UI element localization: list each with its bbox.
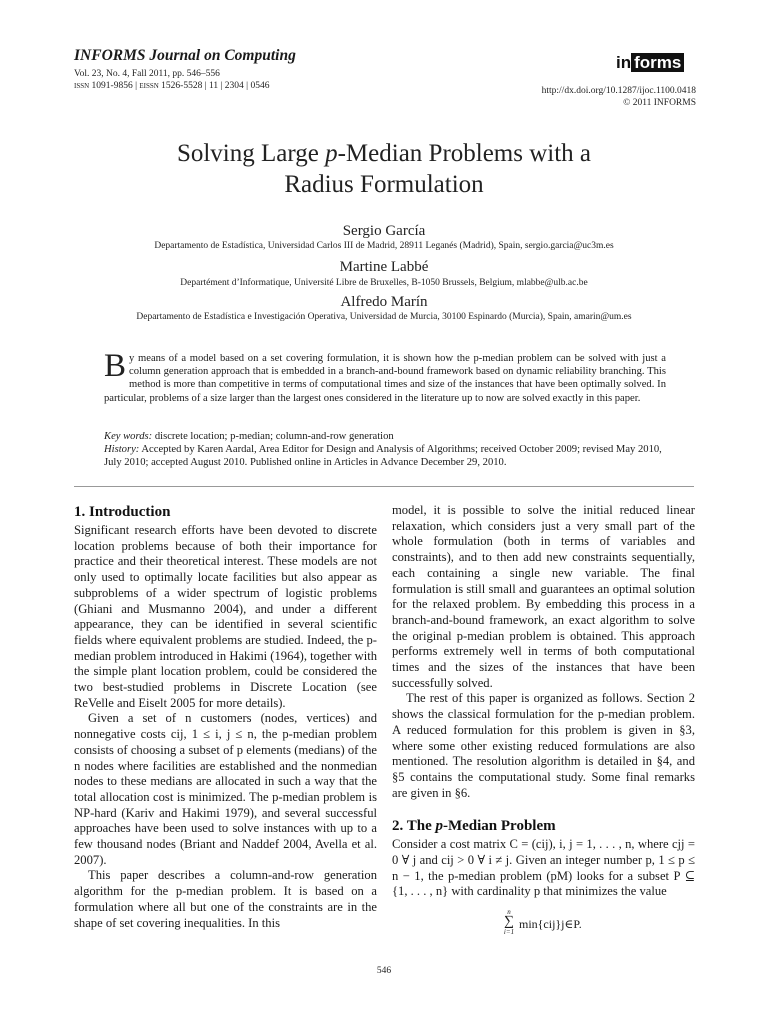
formula-body: min{cij}j∈P. — [519, 917, 582, 932]
abstract — [104, 348, 666, 405]
right-column — [392, 503, 695, 944]
paper-title — [0, 138, 768, 200]
history-text: Accepted by Karen Aardal, Area Editor for Design and Analysis of Algorithms; received October 2009; revised May 2010, July 2010; accepted August 2010. Published online in Articles in Advance December 29, 2010. — [104, 444, 662, 469]
title-line-2: Radius Formulation — [284, 171, 484, 198]
objective-formula — [392, 908, 695, 944]
section-2-heading — [392, 817, 695, 835]
author-name-3: Alfredo Marín — [340, 294, 428, 310]
logo-left-text: in — [616, 53, 632, 72]
author-name-1: Sergio García — [342, 223, 426, 239]
intro-paragraph-3: This paper describes a column-and-row generation algorithm for the p-median problem. It is based on a formulation where all but one of the constraints are in the shape of set covering inequalities. In this — [74, 868, 377, 930]
volume-line: Vol. 23, No. 4, Fall 2011, pp. 546–556 — [74, 69, 220, 79]
informs-logo — [616, 53, 696, 77]
sum-symbol: ∑ — [504, 914, 514, 930]
keywords-history — [104, 430, 666, 470]
title-line-1: Solving Large p-Median Problems with a — [176, 140, 592, 167]
section-2-heading-italic: p — [435, 818, 443, 835]
doi-link[interactable]: http://dx.doi.org/10.1287/ijoc.1100.0418 — [541, 86, 696, 96]
intro-paragraph-1: Significant research efforts have been devoted to discrete location problems because of both their importance for practice and their theoretical interest. These models are not only used to optimally locate facilities but also appear as subproblems of a wider spectrum of logistic problems (Ghiani and Musmanno 2004), and under a different appearance, they can be identified in several scientific fields where equivalent problems are studied. Indeed, the p-median problem introduced in Hakimi (1964), together with the simple plant location problem, could be considered the two best-studied problems in Discrete Location (see ReVelle and Eiselt 2005 for more details). — [74, 523, 377, 710]
issn-line: issn 1091-9856 | eissn 1526-5528 | 11 | 2304 | 0546 — [74, 81, 270, 91]
author-name-2: Martine Labbé — [339, 259, 429, 275]
sum-lower-limit: i=1 — [503, 928, 515, 937]
left-column — [74, 503, 377, 931]
section-2-heading-num: 2. The — [392, 818, 436, 835]
journal-title: INFORMS Journal on Computing — [74, 47, 296, 64]
summation — [502, 908, 516, 936]
author-affiliation-1: Departamento de Estadística, Universidad Carlos III de Madrid, 28911 Leganés (Madrid), Spain, sergio.garcia@uc3m.es — [154, 241, 614, 251]
keywords-line — [104, 430, 666, 443]
copyright: © 2011 INFORMS — [623, 98, 696, 108]
intro-paragraph-5: The rest of this paper is organized as follows. Section 2 shows the classical formulation for the p-median problem. A reduced formulation for this problem is given in §3, where some other existing reduced formulations are also mentioned. The resolution algorithm is detailed in §4, and §5 contains the computational study. Some final remarks are given in §6. — [392, 691, 695, 800]
abstract-dropcap: B — [104, 348, 127, 384]
abstract-divider — [74, 486, 694, 487]
section-2-paragraph-1: Consider a cost matrix C = (cij), i, j = 1, . . . , n, where cjj = 0 ∀ j and cij > 0 ∀ i ≠ j. Given an integer number p, 1 ≤ p ≤ n − 1, the p-median problem (pM) looks for a subset P ⊆ {1, . . . , n} with cardinality p that minimizes the value — [392, 837, 695, 899]
abstract-text: y means of a model based on a set covering formulation, it is shown how the p-median problem can be solved with just a column generation approach that is embedded in a branch-and-bound framework based on dynamic reliability branching. This method is more than competitive in terms of computational times and size of the instances that have been optimally solved. In particular, problems of a size larger than the largest ones considered in the literature up to now are solved exactly in this paper. — [104, 353, 666, 404]
history-line — [104, 443, 666, 469]
intro-paragraph-2: Given a set of n customers (nodes, vertices) and nonnegative costs cij, 1 ≤ i, j ≤ n, the p-median problem consists of choosing a subset of p elements (medians) of the n nodes where facilities are established and the nonmedian nodes to these medians are allocated in such a way that the total allocation cost is minimized. The p-median problem is NP-hard (Kariv and Hakimi 1979), and several successful approaches have been used to solve instances with up to a few thousand nodes (Briant and Naddef 2004, Avella et al. 2007). — [74, 711, 377, 867]
keywords-text: discrete location; p-median; column-and-row generation — [154, 431, 394, 442]
author-affiliation-2: Departément d’Informatique, Université Libre de Bruxelles, B-1050 Brussels, Belgium, mlabbe@ulb.ac.be — [180, 278, 588, 288]
keywords-label: Key words: — [104, 431, 153, 442]
sum-upper-limit: n — [507, 908, 511, 917]
section-2-heading-rest: -Median Problem — [442, 818, 556, 835]
author-affiliation-3: Departamento de Estadística e Investigación Operativa, Universidad de Murcia, 30100 Espinardo (Murcia), Spain, amarin@um.es — [136, 312, 632, 322]
section-1-heading: 1. Introduction — [74, 504, 171, 520]
doi-block — [542, 85, 696, 109]
intro-paragraph-4: model, it is possible to solve the initial reduced linear relaxation, which considers just a very small part of the whole formulation (both in terms of variables and constraints), and to then add new constraints sequentially, each containing a single new variable. The final formulation is still small and guarantees an optimal solution for the relaxed problem. By embedding this process in a branch-and-bound framework, an exact algorithm to solve the original p-median problem is obtained. This approach performs extremely well in terms of both computational times and the sizes of the instances that have been successfully solved. — [392, 503, 695, 690]
history-label: History: — [104, 444, 140, 456]
page-number: 546 — [376, 966, 392, 976]
logo-right-text: forms — [631, 53, 684, 72]
